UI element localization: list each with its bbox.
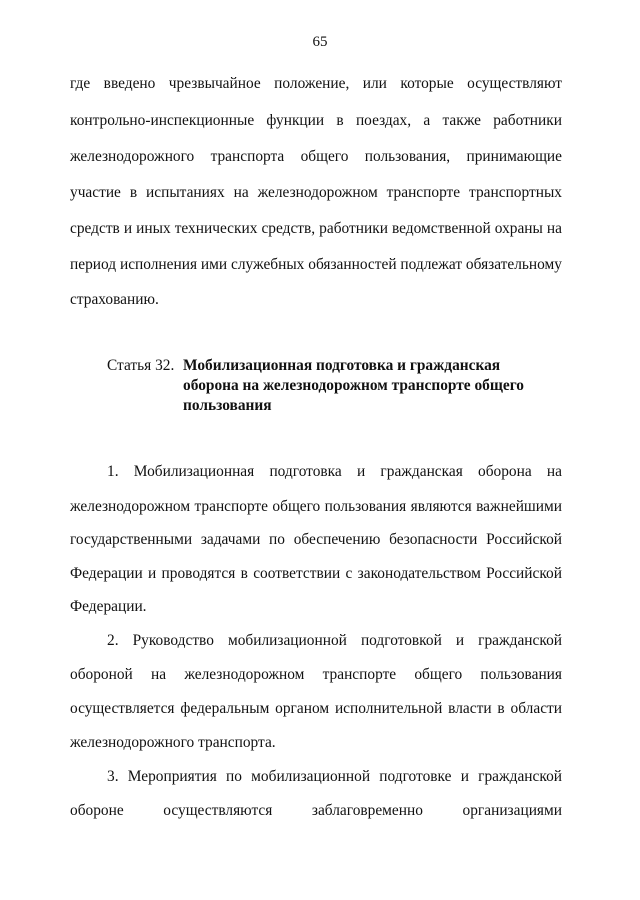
text-line: участие в испытаниях на железнодорожном транспорте транспортных — [70, 184, 562, 201]
text-line: период исполнения ими служебных обязанностей подлежат обязательному — [70, 256, 562, 273]
article-label: Статья 32. — [107, 357, 175, 374]
text-line: обороной на железнодорожном транспорте общего пользования — [70, 666, 562, 683]
text-line: контрольно-инспекционные функции в поездах, а также работники — [70, 112, 562, 129]
text-line: железнодорожного транспорта. — [70, 734, 276, 751]
text-line: осуществляется федеральным органом исполнительной власти в области — [70, 700, 562, 717]
text-line: страхованию. — [70, 291, 159, 308]
text-line: средств и иных технических средств, работники ведомственной охраны на — [70, 220, 562, 237]
text-line: Федерации. — [70, 598, 147, 615]
text-line: железнодорожном транспорте общего пользования являются важнейшими — [70, 498, 562, 515]
article-title: Мобилизационная подготовка и гражданская — [183, 357, 501, 374]
page-number: 65 — [312, 34, 328, 50]
text-line: государственными задачами по обеспечению безопасности Российской — [70, 531, 562, 548]
text-line: 1. Мобилизационная подготовка и гражданская оборона на — [107, 463, 562, 480]
text-line: обороне осуществляются заблаговременно организациями — [70, 802, 562, 819]
text-line: железнодорожного транспорта общего пользования, принимающие — [70, 148, 562, 165]
text-line: 3. Мероприятия по мобилизационной подготовке и гражданской — [107, 768, 562, 785]
text-line: 2. Руководство мобилизационной подготовкой и гражданской — [107, 632, 562, 649]
text-line: где введено чрезвычайное положение, или которые осуществляют — [70, 75, 562, 92]
article-title: пользования — [183, 397, 272, 414]
text-line: Федерации и проводятся в соответствии с законодательством Российской — [70, 565, 562, 582]
article-title: оборона на железнодорожном транспорте общего — [183, 377, 525, 394]
